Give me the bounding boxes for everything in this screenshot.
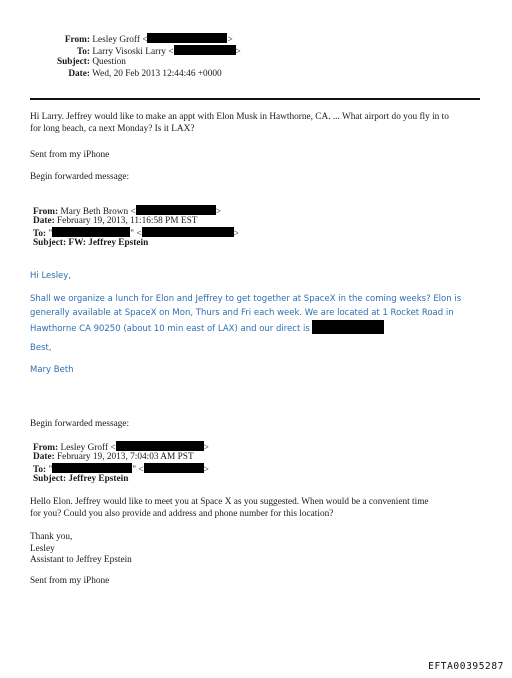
close-bracket: > bbox=[227, 35, 233, 45]
to-label: To: bbox=[33, 229, 47, 239]
from-value: Mary Beth Brown < bbox=[60, 207, 136, 217]
from-value: Lesley Groff < bbox=[60, 443, 116, 453]
date-value: February 19, 2013, 7:04:03 AM PST bbox=[57, 452, 194, 462]
message-body-1 bbox=[30, 112, 449, 135]
from-label: From: bbox=[64, 35, 90, 45]
close-bracket: > bbox=[203, 443, 209, 453]
forwarded-message-label: Begin forwarded message: bbox=[30, 172, 130, 182]
subject-value: FW: Jeffrey Epstein bbox=[68, 238, 149, 248]
close-bracket: > bbox=[235, 47, 241, 57]
close-bracket: > bbox=[233, 229, 239, 239]
close-bracket: > bbox=[203, 465, 209, 475]
redaction-box bbox=[52, 463, 132, 473]
subject-label: Subject: bbox=[33, 474, 67, 484]
message-body-3 bbox=[30, 497, 429, 520]
from-value: Lesley Groff < bbox=[92, 35, 148, 45]
header-date-row bbox=[33, 216, 197, 228]
to-label: To: bbox=[76, 47, 90, 57]
from-label: From: bbox=[33, 443, 59, 453]
body-line: for long beach, ca next Monday? Is it LAX? bbox=[30, 123, 195, 134]
subject-value: Jeffrey Epstein bbox=[68, 474, 129, 484]
to-value: " bbox=[48, 465, 53, 475]
body-line: Shall we organize a lunch for Elon and Jeffrey to get together at SpaceX in the coming weeks? Elon is bbox=[30, 294, 462, 304]
to-value: " bbox=[48, 229, 53, 239]
redaction-box bbox=[116, 441, 204, 451]
redaction-box bbox=[312, 320, 384, 334]
redaction-box bbox=[52, 227, 130, 237]
header-subject-row bbox=[33, 238, 148, 250]
body-line: for you? Could you also provide and address and phone number for this location? bbox=[30, 508, 334, 519]
header-subject-row bbox=[40, 57, 126, 69]
closing: Best, bbox=[30, 343, 52, 353]
body-line bbox=[30, 320, 461, 337]
signature-block bbox=[30, 532, 132, 567]
signature-name: Lesley bbox=[30, 543, 55, 554]
signature-title: Assistant to Jeffrey Epstein bbox=[30, 555, 132, 565]
from-label: From: bbox=[33, 207, 59, 217]
signature-line: Sent from my iPhone bbox=[30, 576, 110, 586]
body-line-text: Hawthorne CA 90250 (about 10 min east of LAX) and our direct is bbox=[30, 324, 310, 335]
sender-name: Mary Beth bbox=[30, 365, 74, 375]
date-label: Date: bbox=[33, 216, 55, 226]
header-subject-row bbox=[33, 474, 128, 486]
header-date-row bbox=[40, 69, 222, 81]
signature-line: Sent from my iPhone bbox=[30, 150, 110, 160]
body-line: Hi Larry. Jeffrey would like to make an appt with Elon Musk in Hawthorne, CA. ... What airport do you fly in to bbox=[30, 112, 449, 122]
header-date-row bbox=[33, 452, 194, 464]
date-value: Wed, 20 Feb 2013 12:44:46 +0000 bbox=[92, 69, 222, 79]
redaction-box bbox=[174, 45, 236, 55]
greeting: Hi Lesley, bbox=[30, 271, 72, 281]
subject-label: Subject: bbox=[33, 238, 67, 248]
close-bracket: > bbox=[215, 207, 221, 217]
document-id: EFTA00395287 bbox=[428, 661, 504, 672]
redaction-box bbox=[144, 463, 204, 473]
to-separator: " < bbox=[130, 229, 142, 239]
to-value: Larry Visoski Larry < bbox=[92, 47, 174, 57]
date-label: Date: bbox=[68, 69, 90, 79]
body-line: generally available at SpaceX on Mon, Thurs and Fri each week. We are located at 1 Rocket Road in bbox=[30, 307, 454, 318]
subject-value: Question bbox=[92, 57, 126, 67]
redaction-box bbox=[136, 205, 216, 215]
header-divider bbox=[30, 98, 480, 100]
message-body-2 bbox=[30, 293, 461, 337]
body-line: Hello Elon. Jeffrey would like to meet you at Space X as you suggested. When would be a convenient time bbox=[30, 497, 429, 507]
redaction-box bbox=[142, 227, 234, 237]
redaction-box bbox=[147, 33, 227, 43]
date-value: February 19, 2013, 11:16:58 PM EST bbox=[57, 216, 198, 226]
subject-label: Subject: bbox=[56, 57, 90, 67]
forwarded-message-label: Begin forwarded message: bbox=[30, 419, 130, 429]
to-label: To: bbox=[33, 465, 47, 475]
to-separator: " < bbox=[132, 465, 144, 475]
date-label: Date: bbox=[33, 452, 55, 462]
closing: Thank you, bbox=[30, 532, 73, 542]
